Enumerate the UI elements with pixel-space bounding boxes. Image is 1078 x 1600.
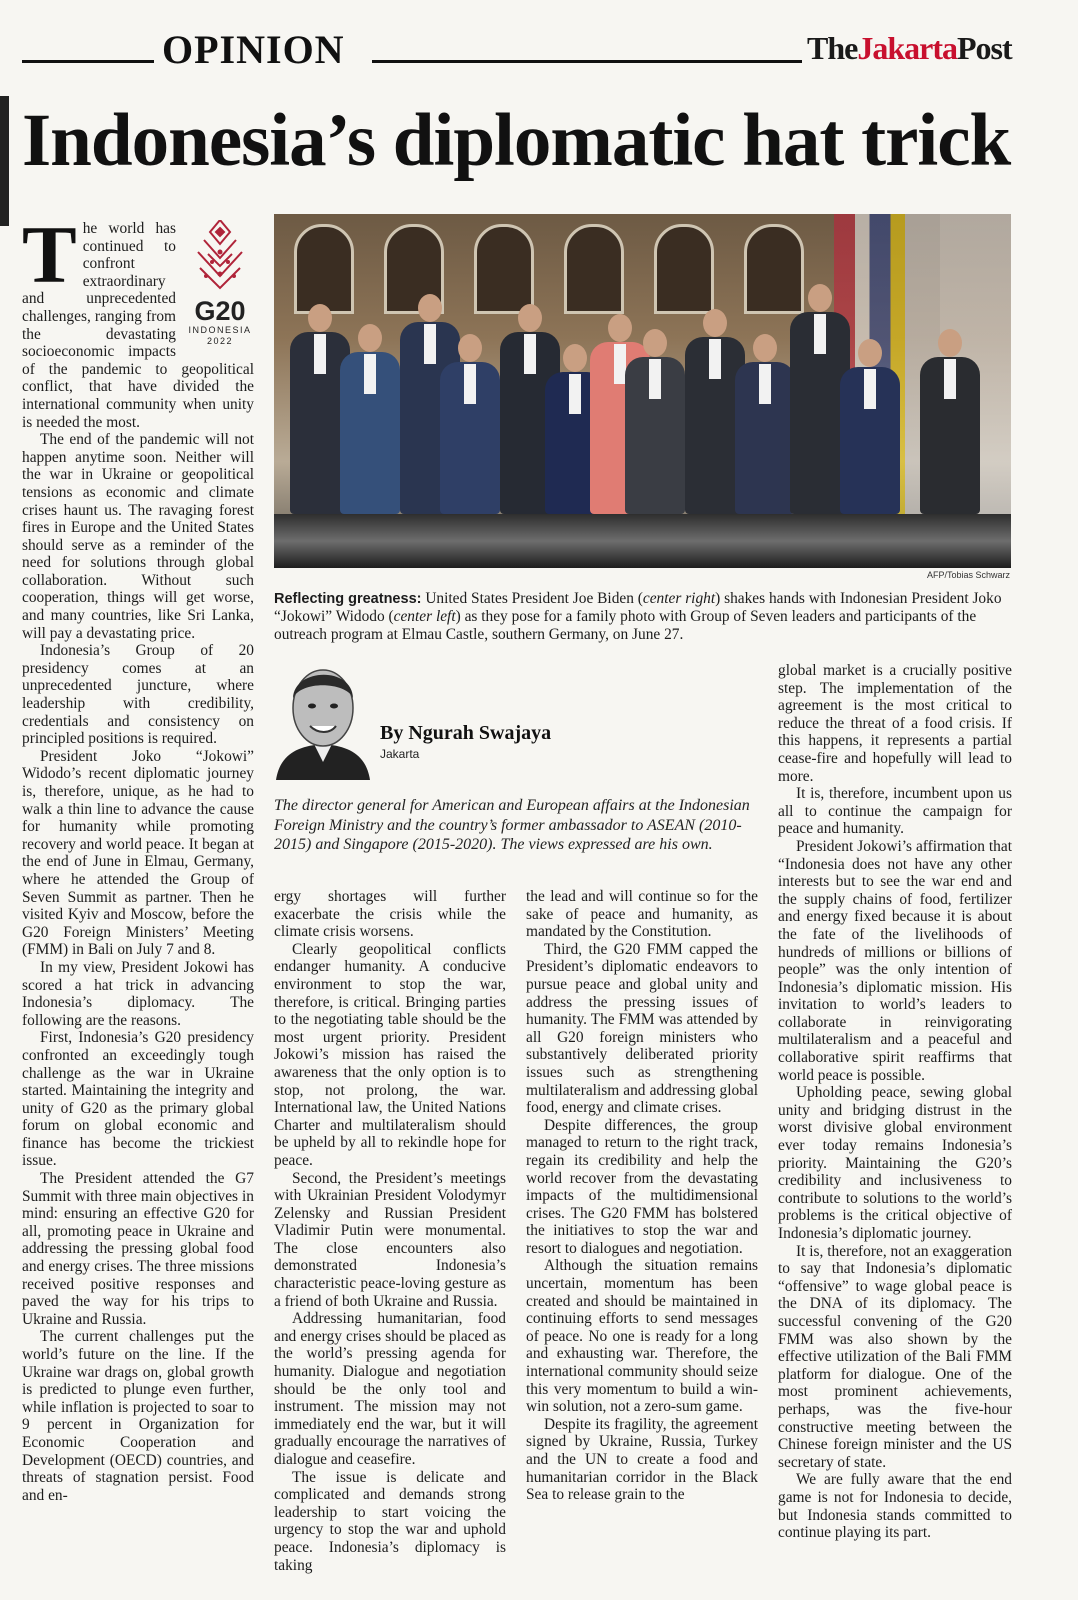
photo-credit: AFP/Tobias Schwarz xyxy=(926,570,1010,580)
paper-logo xyxy=(807,30,1012,67)
summit-photo xyxy=(274,214,1011,568)
paragraph: Despite differences, the group managed to return to the right track, regain its credibility and help the world recover from the devastating impacts of the multidimensional crises. The G20 FMM has bolstered the initiatives to stop the war and resort to dialogues and negotiation. xyxy=(526,1116,758,1257)
article-column-4 xyxy=(778,662,1012,1595)
g20-emblem-icon xyxy=(190,220,250,292)
article-column-1 xyxy=(22,220,254,1595)
author-byline: By Ngurah Swajaya xyxy=(380,722,552,744)
paragraph: global market is a crucially positive step. The implementation of the agreement is the most critical to reduce the threat of a food crisis. If this happens, it represents a partial cease-fire and hopefully will lead to more. xyxy=(778,662,1012,785)
photo-figure xyxy=(834,339,906,514)
section-label: OPINION xyxy=(162,27,345,72)
paragraph: Clearly geopolitical conflicts endanger humanity. A conducive environment to stop the war, therefore, is critical. Bringing parties to the negotiating table should be the most urgent priority. President Jokowi’s mission has raised the awareness that the only option is to stop, not prolong, the war. International law, the United Nations Charter and multilateralism should be upheld by all to rekindle hope for peace. xyxy=(274,940,506,1169)
masthead-rule-right xyxy=(372,60,802,63)
paragraph: Indonesia’s Group of 20 presidency comes at an unprecedented juncture, where leadership with credibility, credentials and consistency on principled positions is required. xyxy=(22,642,254,748)
paragraph-text: he world has continued to confront extraordinary and unprecedented challenges, ranging from the devastating socioeconomic impacts of the pandemic to geopolitical conflict, that have divided the international community when unity is needed the most. xyxy=(22,220,254,431)
side-accent-bar xyxy=(0,96,9,226)
paper-logo-the: The xyxy=(807,30,858,66)
paragraph: The issue is delicate and complicated and demands strong leadership to start voicing the urgency to stop the war and uphold peace. Indonesia’s diplomacy is taking xyxy=(274,1468,506,1574)
paragraph: It is, therefore, incumbent upon us all to continue the campaign for peace and humanity. xyxy=(778,785,1012,838)
paper-logo-post: Post xyxy=(957,30,1012,66)
article-column-2 xyxy=(274,888,506,1595)
author-dateline: Jakarta xyxy=(380,747,420,761)
paragraph: Addressing humanitarian, food and energy crises should be placed as the world’s pressing agenda for humanity. Dialogue and negotiation should be the only tool and instrument. The mission may not immediately end the war, but it will gradually encourage the narratives of dialogue and ceasefire. xyxy=(274,1310,506,1468)
paragraph: The President attended the G7 Summit with three main objectives in mind: ensuring an effective G20 for all, promoting peace in Ukraine and addressing the pressing global food and energy crises. The three missions received positive responses and paved the way for his trips to Ukraine and Russia. xyxy=(22,1170,254,1328)
g20-logo-text: G20 xyxy=(194,295,246,326)
paragraph: President Jokowi’s affirmation that “Indonesia does not have any other interests but to see the war end and the supply chains of food, fertilizer and energy fixed because it is about the fate of the livelihoods of hundreds of millions or billions of people” was the only intention of Indonesia’s diplomatic mission. His invitation to world’s leaders to collaborate in reinvigorating multilateralism and a peaceful and collaborative spirit reaffirms that world peace is possible. xyxy=(778,837,1012,1084)
paragraph: The current challenges put the world’s future on the line. If the Ukraine war drags on, global growth is predicted to plunge even further, while inflation is projected to soar to 9 percent in Organization for Economic Cooperation and Development (OECD) countries, and threats of stagnation persist. Food and en- xyxy=(22,1328,254,1504)
paragraph: We are fully aware that the end game is not for Indonesia to decide, but Indonesia stands committed to continue playing its part. xyxy=(778,1471,1012,1542)
caption-text-1: United States President Joe Biden ( xyxy=(421,590,643,607)
paragraph: President Joko “Jokowi” Widodo’s recent diplomatic journey is, therefore, unique, as he had to walk a thin line to advance the cause for humanity while promoting recovery and world peace. It began at the end of June in Elmau, Germany, where he attended the Group of Seven Summit as partner. Then he visited Kyiv and Moscow, before the G20 Foreign Ministers’ Meeting (FMM) in Bali on July 7 and 8. xyxy=(22,747,254,959)
paragraph: Although the situation remains uncertain, momentum has been created and should be maintained in continuing efforts to send messages of peace. No one is ready for a long and exhausting war. Therefore, the international community should seize this very momentum to build a win-win solution, not a zero-sum game. xyxy=(526,1257,758,1416)
photo-caption xyxy=(274,590,1011,644)
masthead-rule-left xyxy=(22,60,154,63)
paragraph: Despite its fragility, the agreement signed by Ukraine, Russia, Turkey and the UN to create a food and humanitarian corridor in the Black Sea to release grain to the xyxy=(526,1415,758,1504)
author-portrait xyxy=(274,658,372,780)
g20-logo xyxy=(182,220,254,348)
caption-text-2: ) shakes hands with Indonesian President Joko “Jokowi” Widodo ( xyxy=(274,590,1002,625)
drop-cap: T xyxy=(22,220,77,300)
g20-logo-country: INDONESIA xyxy=(188,324,252,335)
g20-logo-year: 2022 xyxy=(206,335,234,346)
paragraph: Third, the G20 FMM capped the President’s diplomatic endeavors to pursue peace and global unity and address the pressing issues of humanity. The FMM was attended by all G20 foreign ministers who substantively deliberated priority issues such as strengthening multilateralism and addressing global food, energy and climate crises. xyxy=(526,940,758,1117)
paragraph: Second, the President’s meetings with Ukrainian President Volodymyr Zelensky and Russian President Vladimir Putin were monumental. The close encounters also demonstrated Indonesia’s characteristic peace-loving gesture as a friend of both Ukraine and Russia. xyxy=(274,1169,506,1310)
paragraph: Upholding peace, sewing global unity and bridging distrust in the worst divisive global environment ever today remains Indonesia’s priority. Maintaining the G20’s credibility and inclusiveness to contribute to solutions to the world’s problems is the critical objective of Indonesia’s diplomatic journey. xyxy=(778,1084,1012,1242)
paragraph: The end of the pandemic will not happen anytime soon. Neither will the war in Ukraine or geopolitical tensions as economic and climate crises haunt us. The ravaging forest fires in Europe and the United States should serve as a reminder of the need for solutions through global collaboration. Without such cooperation, things will get worse, and many countries, like Sri Lanka, will pay a devastating price. xyxy=(22,431,254,642)
caption-text-3: ) as they pose for a family photo with Group of Seven leaders and participants of the outreach program at Elmau Castle, southern Germany, on June 27. xyxy=(274,608,977,643)
paragraph: the lead and will continue so for the sake of peace and humanity, as mandated by the Constitution. xyxy=(526,888,758,941)
paragraph: In my view, President Jokowi has scored a hat trick in advancing Indonesia’s diplomacy. The following are the reasons. xyxy=(22,958,254,1029)
caption-lead: Reflecting greatness: xyxy=(274,591,422,607)
paragraph: ergy shortages will further exacerbate the crisis while the climate crisis worsens. xyxy=(274,888,506,941)
headline: Indonesia’s diplomatic hat trick xyxy=(22,99,1011,182)
caption-emphasis-1: center right xyxy=(642,590,716,607)
photo-figure xyxy=(914,329,986,514)
paragraph: It is, therefore, not an exaggeration to say that Indonesia’s diplomatic “offensive” to wage global peace is the DNA of its diplomacy. The successful convening of the G20 FMM was also shown by the effective utilization of the Bali FMM platform for dialogue. One of the most prominent achievements, perhaps, was the five-hour constructive meeting between the Chinese foreign minister and the US secretary of state. xyxy=(778,1242,1012,1471)
paragraph: First, Indonesia’s G20 presidency confronted an exceedingly tough challenge as the war in Ukraine started. Maintaining the integrity and unity of G20 as the primary global forum on global economic and finance has become the trickiest issue. xyxy=(22,1029,254,1170)
author-bio: The director general for American and European affairs at the Indonesian Foreign Ministry and the country’s former ambassador to ASEAN (2010-2015) and Singapore (2015-2020). The views expressed are his own. xyxy=(274,797,750,853)
caption-emphasis-2: center left xyxy=(393,608,456,625)
paper-logo-jakarta: Jakarta xyxy=(857,30,957,66)
article-column-3 xyxy=(526,888,758,1595)
masthead xyxy=(22,24,1032,72)
